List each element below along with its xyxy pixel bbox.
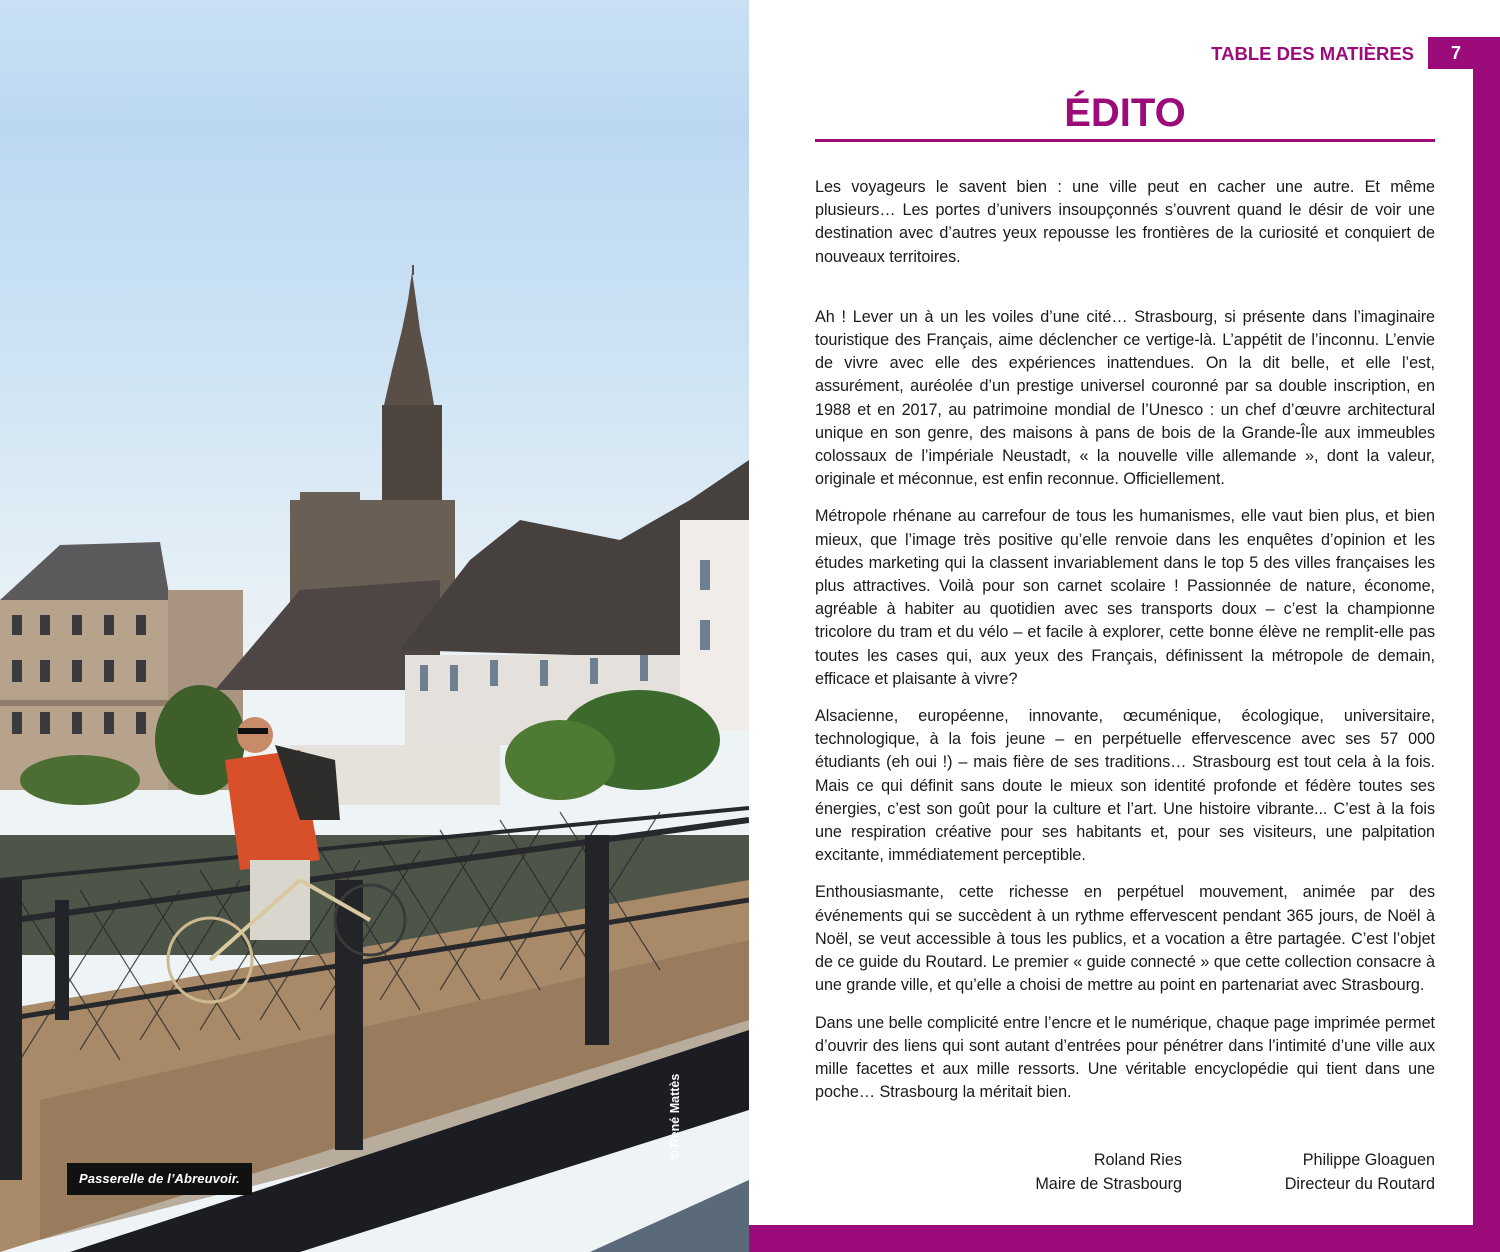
paragraph: Ah ! Lever un à un les voiles d’une cité… Strasbourg, si présente dans l’imaginaire touristique des Français, aime déclencher ce vertige-là. L’appétit de l’inconnu. L’envie de vivre avec elle des expériences inattendues. On la dit belle, et elle l’est, assurément, auréolée d’un prestige universel couronné par sa double inscription, en 1988 et en 2017, au patrimoine mondial de l’Unesco : un chef d’œuvre architectural unique en son genre, des maisons à pans de bois de la Grande-Île aux immeubles colossaux de l’impériale Neustadt, « la nouvelle ville allemande », dont la valeur, originale et méconnue, est enfin reconnue. Officiellement. xyxy=(815,307,1435,489)
signature-mayor xyxy=(1035,1149,1182,1196)
paragraph: Métropole rhénane au carrefour de tous les humanismes, elle vaut bien plus, et bien mieux, que l’image très positive qu’elle renvoie dans les enquêtes d’opinion et les études marketing qui la classent invariablement dans le top 5 des villes françaises les plus attractives. Voilà pour son carnet scolaire ! Passionnée de nature, économe, agréable à habiter au quotidien avec ses transports doux – c’est la championne tricolore du tram et du vélo – et facile à explorer, cette bonne élève ne remplit-elle pas toutes les cases qui, aux yeux des Français, définissent la métropole de demain, efficace et plaisante à vivre? xyxy=(815,507,1435,688)
photo-credit: © René Mattès xyxy=(668,1073,682,1160)
section-title-link[interactable]: TABLE DES MATIÈRES xyxy=(1211,43,1414,64)
accent-side-bar xyxy=(1473,69,1500,1252)
signature-name: Roland Ries xyxy=(1093,1151,1182,1169)
signature-role: Maire de Strasbourg xyxy=(1035,1174,1182,1193)
edito-body xyxy=(815,176,1435,1118)
signatures xyxy=(815,1149,1435,1199)
signature-name: Philippe Gloaguen xyxy=(1302,1151,1435,1169)
accent-bottom-bar xyxy=(749,1225,1500,1252)
photo-caption: Passerelle de l’Abreuvoir. xyxy=(67,1163,252,1195)
signature-role: Directeur du Routard xyxy=(1284,1174,1435,1193)
page-number: 7 xyxy=(1428,37,1500,69)
signature-director xyxy=(1285,1149,1435,1196)
title-divider xyxy=(815,139,1435,142)
paragraph: Les voyageurs le savent bien : une ville peut en cacher une autre. Et même plusieurs… Les portes d’univers insoupçonnés s’ouvrent quand le désir de voir une destination avec d’autres yeux repousse les frontières de la curiosité et conquiert de nouveaux territoires. xyxy=(815,178,1435,266)
paragraph: Enthousiasmante, cette richesse en perpétuel mouvement, animée par des événements qui se succèdent à un rythme effervescent pendant 365 jours, de Noël à Noël, se veut accessible à tous les publics, et a vocation a être partagée. C’est l’objet de ce guide du Routard. Le premier « guide connecté » que cette collection consacre à une grande ville, et qu’elle a choisi de mettre au point en partenariat avec Strasbourg. xyxy=(815,883,1435,995)
paragraph: Alsacienne, européenne, innovante, œcuménique, écologique, universitaire, technologique, à la fois jeune – en perpétuelle effervescence avec ses 57 000 étudiants (eh oui !) – mais fière de ses traditions… Strasbourg est tout cela à la fois. Mais ce qui définit sans doute le mieux son identité profonde et fédère toutes ses énergies, c’est son goût pour la culture et l’art. Une histoire vibrante... C’est à la fois une respiration créative pour ses habitants et, pour ses visiteurs, une palpitation excitante, immédiatement perceptible. xyxy=(815,707,1435,865)
strasbourg-photo-illustration xyxy=(0,0,749,1252)
paragraph: Dans une belle complicité entre l’encre et le numérique, chaque page imprimée permet d’ouvrir des liens qui sont autant d’entrées pour pénétrer dans l’intimité d’une ville aux mille facettes et aux mille ressorts. Une véritable encyclopédie qui tient dans une poche… Strasbourg la méritait bien. xyxy=(815,1013,1435,1102)
cover-photo xyxy=(0,0,749,1252)
page-title: ÉDITO xyxy=(1064,91,1186,135)
cathedral xyxy=(290,265,455,610)
